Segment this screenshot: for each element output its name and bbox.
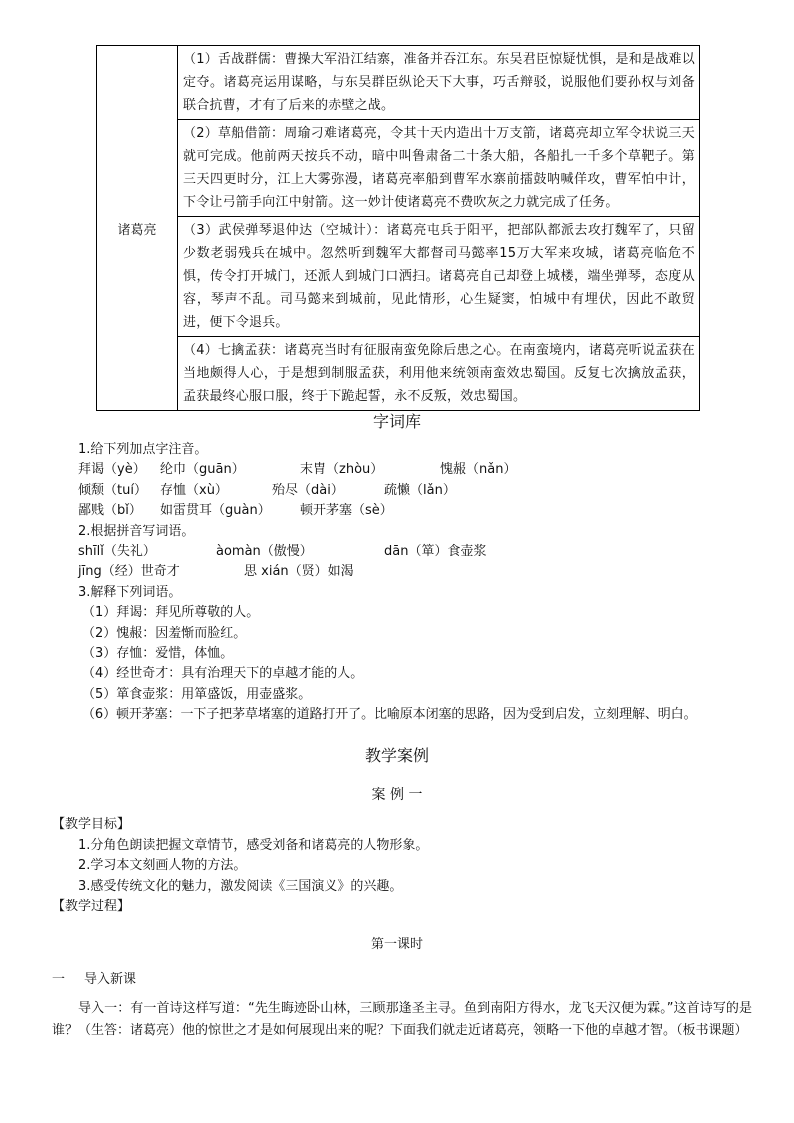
list-item bbox=[78, 603, 768, 623]
definition-item: （2）愧赧：因羞惭而脸红。 bbox=[82, 625, 247, 641]
word-item: shīlǐ（失礼） bbox=[78, 543, 156, 559]
list-item bbox=[78, 644, 768, 664]
pinyin-item: 存恤（xù） bbox=[160, 482, 228, 498]
question-title bbox=[78, 583, 768, 603]
story-cell bbox=[178, 217, 700, 337]
table-row bbox=[97, 46, 700, 120]
process-label: 【教学过程】 bbox=[52, 899, 131, 915]
goals-label: 【教学目标】 bbox=[52, 817, 131, 832]
step-heading bbox=[52, 970, 752, 991]
step-row bbox=[52, 970, 752, 991]
story-cell bbox=[178, 46, 700, 120]
pinyin-item: 末胄（zhòu） bbox=[300, 462, 384, 478]
word-item: 思 xián（贤）如渴 bbox=[244, 564, 354, 580]
pinyin-item: 殆尽（dài） bbox=[272, 482, 344, 498]
definition-item: （4）经世奇才：具有治理天下的卓越才能的人。 bbox=[82, 666, 364, 682]
lesson-title: 第一课时 bbox=[370, 937, 423, 952]
pinyin-item: 愧赧（nǎn） bbox=[440, 462, 517, 478]
story-table bbox=[96, 45, 700, 411]
story-cell bbox=[178, 337, 700, 411]
word-item: jīng（经）世奇才 bbox=[78, 564, 180, 580]
list-item: 1.分角色朗读把握文章情节，感受刘备和诸葛亮的人物形象。 bbox=[78, 837, 429, 853]
case-title: 案 例 一 bbox=[371, 787, 423, 803]
pinyin-item: 拜谒（yè） bbox=[78, 462, 146, 478]
case-section-title: 教学案例 bbox=[364, 746, 429, 765]
definition-item: （5）箪食壶浆：用箪盛饭，用壶盛浆。 bbox=[82, 686, 312, 702]
vocab-section-title: 字词库 bbox=[372, 412, 421, 431]
table-row bbox=[97, 337, 700, 411]
story-text: （2）草船借箭：周瑜刁难诸葛亮，令其十天内造出十万支箭，诸葛亮却立军令状说三天就可完成。他前两天按兵不动，暗中叫鲁肃备二十条大船，各船扎一千多个草靶子。第三天四更时分，江上大雾弥漫，诸葛亮率船到曹军水寨前擂鼓呐喊佯攻，曹军怕中计，下令让弓箭手向江中射箭。这一妙计使诸葛亮不费吹灰之力就完成了任务。 bbox=[183, 126, 695, 210]
list-item bbox=[78, 460, 768, 480]
story-text: （4）七擒孟获：诸葛亮当时有征服南蛮免除后患之心。在南蛮境内，诸葛亮听说孟获在当地颇得人心，于是想到制服孟获，利用他来统领南蛮效忠蜀国。反复七次擒放孟获，孟获最终心服口服，终于下跪起誓，永不反叛，效忠蜀国。 bbox=[183, 343, 695, 404]
q1-title: 1.给下列加点字注音。 bbox=[78, 442, 208, 457]
list-item bbox=[78, 624, 768, 644]
step-number: 一 bbox=[52, 972, 66, 987]
pinyin-item: 纶巾（guān） bbox=[160, 462, 245, 478]
table-row bbox=[97, 120, 700, 217]
step-title: 导入新课 bbox=[84, 972, 137, 987]
list-item bbox=[78, 664, 768, 684]
list-item bbox=[78, 501, 768, 521]
story-text: （3）武侯弹琴退仲达（空城计）：诸葛亮屯兵于阳平，把部队都派去攻打魏军了，只留少数老弱残兵在城中。忽然听到魏军大都督司马懿率15万大军来攻城，诸葛亮临危不惧，传令打开城门，还派人到城门口洒扫。诸葛亮自己却登上城楼，端坐弹琴，态度从容，琴声不乱。司马懿来到城前，见此情形，心生疑窦，怕城中有埋伏，因此不敢贸进，便下令退兵。 bbox=[183, 223, 695, 330]
pinyin-item: 如雷贯耳（guàn） bbox=[160, 503, 271, 519]
character-name: 诸葛亮 bbox=[117, 222, 157, 238]
list-item bbox=[78, 542, 768, 562]
word-item: dān（箪）食壶浆 bbox=[384, 543, 487, 559]
vocab-section bbox=[78, 440, 768, 725]
story-text: （1）舌战群儒：曹操大军沿江结寨，准备并吞江东。东吴君臣惊疑忧惧，是和是战难以定夺。诸葛亮运用谋略，与东吴群臣纵论天下大事，巧舌辩驳，说服他们要孙权与刘备联合抗曹，才有了后来的赤壁之战。 bbox=[183, 52, 695, 113]
pinyin-item: 倾颓（tuí） bbox=[78, 482, 147, 498]
question-title bbox=[78, 522, 768, 542]
question-title bbox=[78, 440, 768, 460]
word-item: àomàn（傲慢） bbox=[216, 543, 313, 559]
definition-item: （3）存恤：爱惜，体恤。 bbox=[82, 645, 234, 661]
list-item bbox=[78, 685, 768, 705]
pinyin-item: 疏懒（lǎn） bbox=[384, 482, 456, 498]
table-row bbox=[97, 217, 700, 337]
list-item bbox=[78, 562, 768, 582]
character-name-cell bbox=[97, 46, 178, 411]
list-item bbox=[78, 705, 768, 725]
pinyin-item: 鄙贱（bǐ） bbox=[78, 503, 142, 519]
list-item: 2.学习本文刻画人物的方法。 bbox=[78, 858, 247, 874]
story-cell bbox=[178, 120, 700, 217]
list-item bbox=[78, 481, 768, 501]
list-item: 3.感受传统文化的魅力，激发阅读《三国演义》的兴趣。 bbox=[78, 878, 403, 894]
q3-title: 3.解释下列词语。 bbox=[78, 584, 182, 600]
intro-paragraph: 导入一：有一首诗这样写道：“先生晦迹卧山林，三顾那逢圣主寻。鱼到南阳方得水，龙飞天汉便为霖。”这首诗写的是谁？（生答：诸葛亮）他的惊世之才是如何展现出来的呢？下面我们就走近诸葛亮，领略一下他的卓越才智。（板书课题） bbox=[52, 1001, 752, 1038]
teaching-goals bbox=[52, 815, 752, 918]
definition-item: （6）顿开茅塞：一下子把茅草堵塞的道路打开了。比喻原本闭塞的思路，因为受到启发，立刻理解、明白。 bbox=[82, 707, 697, 723]
definition-item: （1）拜谒：拜见所尊敬的人。 bbox=[82, 605, 260, 621]
q2-title: 2.根据拼音写词语。 bbox=[78, 523, 195, 539]
pinyin-item: 顿开茅塞（sè） bbox=[300, 503, 393, 519]
